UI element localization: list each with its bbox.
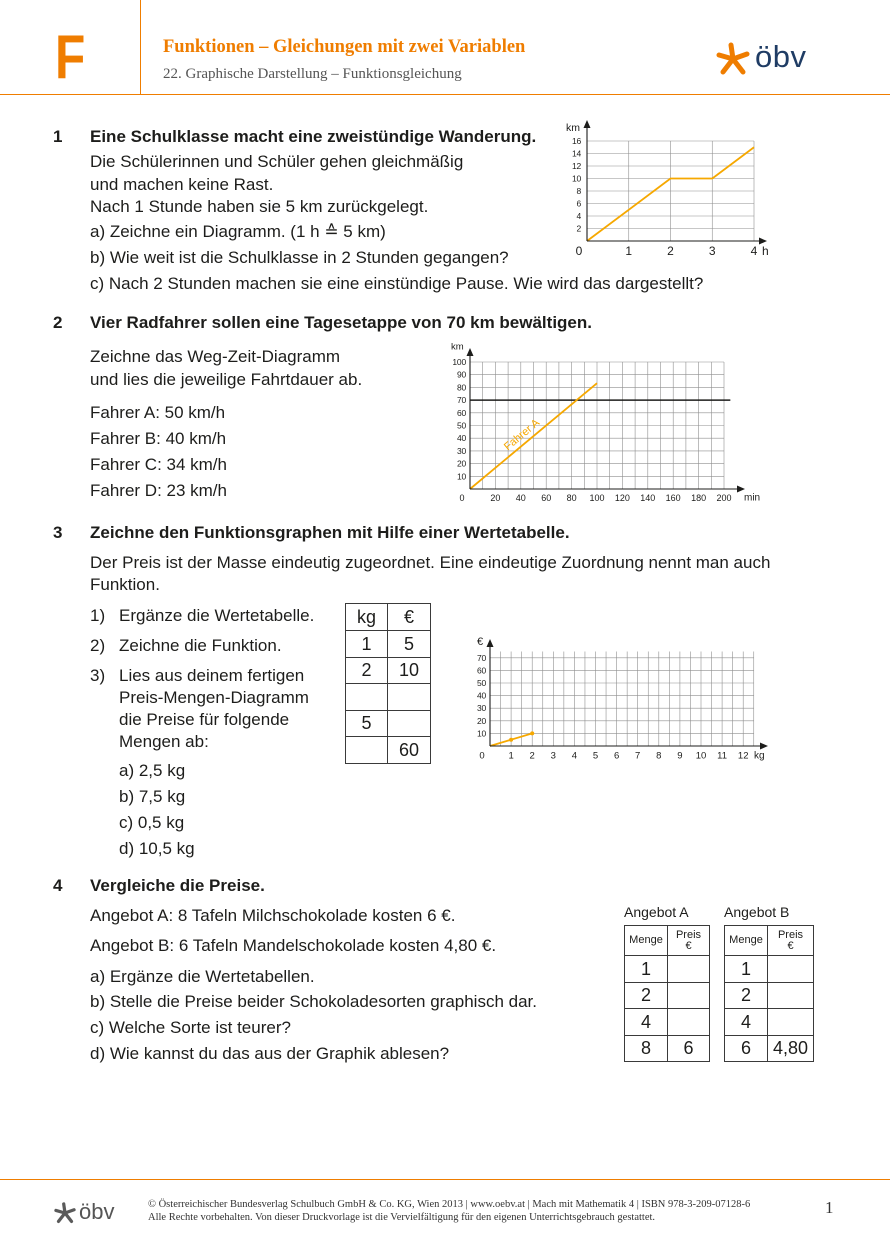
y-tick-label: 12 xyxy=(571,161,581,171)
value-table-offer-b xyxy=(724,925,814,1062)
x-tick-label: 11 xyxy=(717,750,728,762)
table-cell: 6 xyxy=(725,1035,768,1062)
y-tick-label: 60 xyxy=(476,665,486,676)
x-axis-label: kg xyxy=(754,750,765,762)
y-tick-label: 30 xyxy=(456,445,466,456)
asterisk-logo-icon xyxy=(716,42,750,76)
step-text: die Preise für folgende xyxy=(119,710,290,729)
x-tick-label: 1 xyxy=(508,750,514,762)
y-tick-label: 20 xyxy=(476,715,486,726)
y-tick-label: 90 xyxy=(456,369,466,380)
page-title: Funktionen – Gleichungen mit zwei Variablen xyxy=(163,37,526,57)
table-cell xyxy=(346,737,388,764)
y-tick-label: 70 xyxy=(456,395,466,406)
table-header-cell-price xyxy=(668,926,710,956)
rider-speed: Fahrer D: 23 km/h xyxy=(90,481,227,500)
table-row xyxy=(346,684,431,711)
x-tick-label: 5 xyxy=(592,750,599,762)
step-number: 3) xyxy=(90,666,106,685)
footer-logo-text: öbv xyxy=(79,1199,115,1224)
x-tick-label: 0 xyxy=(575,244,583,258)
rights-line: Alle Rechte vorbehalten. Von dieser Druckvorlage ist die Vervielfältigung für den eigenen Unterrichtsgebrauch gestattet. xyxy=(148,1212,656,1223)
task-number: 2 xyxy=(53,313,63,332)
task-number: 1 xyxy=(53,127,63,146)
x-tick-label: 4 xyxy=(750,244,758,258)
table-row xyxy=(625,956,710,983)
y-tick-label: 16 xyxy=(571,136,581,146)
y-axis-label: km xyxy=(566,122,580,134)
x-axis-label: h xyxy=(762,244,769,258)
rider-speed: Fahrer A: 50 km/h xyxy=(90,403,226,422)
step-number: 2) xyxy=(90,636,106,655)
header-divider-vertical xyxy=(140,0,141,95)
x-tick-label: 9 xyxy=(677,750,683,762)
task-question: b) Stelle die Preise beider Schokoladesorten graphisch dar. xyxy=(90,992,537,1011)
rider-speed: Fahrer C: 34 km/h xyxy=(90,455,227,474)
table-header-row xyxy=(625,926,710,956)
table-header-cell: € xyxy=(388,604,431,631)
x-tick-label: 2 xyxy=(529,750,535,762)
footer-divider xyxy=(0,1179,890,1180)
price-header-label: Preis xyxy=(675,928,702,941)
x-tick-label: 10 xyxy=(695,750,707,762)
table-row xyxy=(725,982,814,1009)
table-cell xyxy=(768,1009,814,1036)
task-text-line: Nach 1 Stunde haben sie 5 km zurückgelegt. xyxy=(90,197,429,216)
table-cell xyxy=(346,684,388,711)
footer-logo xyxy=(54,1200,129,1226)
x-axis-arrow-icon xyxy=(737,486,745,493)
table-cell xyxy=(668,982,710,1009)
y-tick-label: 50 xyxy=(476,678,486,688)
amount-item: b) 7,5 kg xyxy=(119,787,186,806)
x-tick-label: 120 xyxy=(614,493,630,503)
table-cell: 6 xyxy=(668,1035,710,1062)
table-title-offer-b: Angebot B xyxy=(724,904,790,920)
x-tick-label: 160 xyxy=(665,493,681,503)
table-header-row xyxy=(346,604,431,631)
step-text: Lies aus deinem fertigen xyxy=(119,666,305,685)
y-tick-label: 14 xyxy=(571,148,581,159)
step-text: Mengen ab: xyxy=(119,732,209,751)
copyright-line: © Österreichischer Bundesverlag Schulbuch GmbH & Co. KG, Wien 2013 | www.oebv.at | Mach mit Mathematik 4 | ISBN 978-3-209-07128-6 xyxy=(148,1199,751,1210)
x-tick-label: 200 xyxy=(716,493,732,503)
task-heading: Eine Schulklasse macht eine zweistündige Wanderung. xyxy=(90,127,537,146)
value-table-offer-a xyxy=(624,925,710,1062)
table-cell xyxy=(768,956,814,983)
distance-time-chart-hike xyxy=(560,115,780,265)
header-divider xyxy=(0,94,890,95)
y-tick-label: 6 xyxy=(576,198,581,209)
table-row xyxy=(625,1035,710,1062)
offer-text: Angebot B: 6 Tafeln Mandelschokolade kosten 4,80 €. xyxy=(90,936,497,955)
task-heading: Vier Radfahrer sollen eine Tagesetappe von 70 km bewältigen. xyxy=(90,313,592,332)
x-tick-label: 7 xyxy=(635,750,641,762)
table-cell xyxy=(768,982,814,1009)
task-question: a) Ergänze die Wertetabellen. xyxy=(90,967,315,986)
price-header-unit: € xyxy=(787,939,794,952)
table-header-cell-quantity: Menge xyxy=(725,926,768,956)
table-row xyxy=(625,982,710,1009)
table-header-cell-quantity: Menge xyxy=(625,926,668,956)
task-question: a) Zeichne ein Diagramm. (1 h ≙ 5 km) xyxy=(90,222,386,241)
y-axis-label: € xyxy=(477,636,484,648)
x-tick-label: 80 xyxy=(566,493,577,503)
table-cell: 2 xyxy=(625,982,668,1009)
task-heading: Vergleiche die Preise. xyxy=(90,876,265,895)
y-tick-label: 8 xyxy=(576,186,581,196)
task-heading: Zeichne den Funktionsgraphen mit Hilfe einer Wertetabelle. xyxy=(90,523,570,542)
x-tick-label: 140 xyxy=(640,493,656,503)
price-header-unit: € xyxy=(685,939,692,952)
y-tick-label: 80 xyxy=(456,382,466,393)
y-axis-arrow-icon xyxy=(467,348,474,356)
price-quantity-chart xyxy=(465,635,775,765)
table-row xyxy=(346,657,431,684)
rider-speed: Fahrer B: 40 km/h xyxy=(90,429,227,448)
x-tick-label: 3 xyxy=(708,244,716,258)
page-number: 1 xyxy=(825,1198,834,1217)
logo-text: öbv xyxy=(755,39,807,74)
step-text: Ergänze die Wertetabelle. xyxy=(119,606,315,625)
task-question: b) Wie weit ist die Schulklasse in 2 Stunden gegangen? xyxy=(90,248,509,267)
table-row xyxy=(725,956,814,983)
y-tick-label: 10 xyxy=(456,471,466,482)
table-title-offer-a: Angebot A xyxy=(624,904,689,920)
table-cell xyxy=(668,1009,710,1036)
table-row xyxy=(725,1009,814,1036)
task-question: d) Wie kannst du das aus der Graphik ablesen? xyxy=(90,1044,450,1063)
table-cell: 5 xyxy=(388,631,431,658)
page-subtitle: 22. Graphische Darstellung – Funktionsgleichung xyxy=(163,66,462,82)
table-cell xyxy=(388,710,431,737)
offer-text: Angebot A: 8 Tafeln Milchschokolade kosten 6 €. xyxy=(90,906,456,925)
y-tick-label: 40 xyxy=(476,690,486,701)
table-header-cell-price xyxy=(768,926,814,956)
table-row xyxy=(346,631,431,658)
step-text: Zeichne die Funktion. xyxy=(119,636,282,655)
table-row xyxy=(725,1035,814,1062)
table-cell: 4 xyxy=(725,1009,768,1036)
table-cell: 4,80 xyxy=(768,1035,814,1062)
y-tick-label: 4 xyxy=(576,211,581,221)
table-cell: 8 xyxy=(625,1035,668,1062)
y-tick-label: 30 xyxy=(476,703,486,714)
y-axis-label: km xyxy=(451,341,464,353)
data-point xyxy=(509,738,513,742)
x-tick-label: 1 xyxy=(625,244,633,258)
x-tick-label: 0 xyxy=(479,750,485,762)
table-cell: 4 xyxy=(625,1009,668,1036)
task-question: c) Welche Sorte ist teurer? xyxy=(90,1018,291,1037)
x-tick-label: 40 xyxy=(515,493,526,503)
y-tick-label: 100 xyxy=(452,357,466,367)
asterisk-logo-icon xyxy=(54,1202,76,1224)
task-text-line: und machen keine Rast. xyxy=(90,175,274,194)
task-number: 4 xyxy=(53,876,63,895)
table-row xyxy=(346,737,431,764)
table-row xyxy=(346,710,431,737)
table-cell: 2 xyxy=(346,657,388,684)
table-cell: 1 xyxy=(346,631,388,658)
publisher-logo xyxy=(716,40,826,76)
task-text-line: Zeichne das Weg-Zeit-Diagramm xyxy=(90,347,341,366)
x-tick-label: 0 xyxy=(459,493,465,503)
table-cell: 2 xyxy=(725,982,768,1009)
y-tick-label: 70 xyxy=(476,652,486,663)
y-tick-label: 2 xyxy=(576,223,581,234)
x-axis-label: min xyxy=(744,492,761,504)
x-tick-label: 3 xyxy=(550,750,556,762)
x-tick-label: 20 xyxy=(490,493,501,503)
x-tick-label: 2 xyxy=(667,244,674,258)
x-tick-label: 6 xyxy=(613,750,620,762)
table-cell: 1 xyxy=(725,956,768,983)
x-tick-label: 8 xyxy=(656,750,662,762)
y-tick-label: 10 xyxy=(476,728,486,739)
data-point xyxy=(530,731,534,735)
y-axis-arrow-icon xyxy=(584,120,591,128)
table-cell: 10 xyxy=(388,657,431,684)
task-question: c) Nach 2 Stunden machen sie eine einstündige Pause. Wie wird das dargestellt? xyxy=(90,274,704,293)
table-cell xyxy=(668,956,710,983)
chapter-letter: F xyxy=(55,23,86,92)
y-tick-label: 50 xyxy=(456,420,466,431)
task-text-line: Die Schülerinnen und Schüler gehen gleichmäßig xyxy=(90,152,464,171)
task-text-line: Funktion. xyxy=(90,575,160,594)
amount-item: c) 0,5 kg xyxy=(119,813,185,832)
table-cell: 5 xyxy=(346,710,388,737)
step-text: Preis-Mengen-Diagramm xyxy=(119,688,309,707)
table-cell: 1 xyxy=(625,956,668,983)
y-tick-label: 20 xyxy=(456,458,466,469)
price-header-label: Preis xyxy=(777,928,804,941)
table-header-cell: kg xyxy=(346,604,388,631)
y-tick-label: 60 xyxy=(456,407,466,418)
value-table xyxy=(345,603,431,764)
x-tick-label: 180 xyxy=(691,493,707,503)
task-text-line: Der Preis ist der Masse eindeutig zugeordnet. Eine eindeutige Zuordnung nennt man auch xyxy=(90,553,771,572)
amount-item: d) 10,5 kg xyxy=(119,839,195,858)
series-label: Fahrer A xyxy=(501,416,543,454)
step-number: 1) xyxy=(90,606,106,625)
y-tick-label: 40 xyxy=(456,433,466,444)
x-tick-label: 60 xyxy=(541,493,552,503)
table-cell: 60 xyxy=(388,737,431,764)
task-number: 3 xyxy=(53,523,63,542)
table-row xyxy=(625,1009,710,1036)
x-tick-label: 4 xyxy=(571,750,578,762)
amount-item: a) 2,5 kg xyxy=(119,761,186,780)
table-header-row xyxy=(725,926,814,956)
y-axis-arrow-icon xyxy=(487,639,494,647)
x-tick-label: 12 xyxy=(737,750,749,762)
y-tick-label: 10 xyxy=(571,173,581,184)
distance-time-chart-cyclists xyxy=(440,338,770,508)
x-axis-arrow-icon xyxy=(760,743,768,750)
task-text-line: und lies die jeweilige Fahrtdauer ab. xyxy=(90,370,363,389)
x-tick-label: 100 xyxy=(589,493,605,503)
table-cell xyxy=(388,684,431,711)
